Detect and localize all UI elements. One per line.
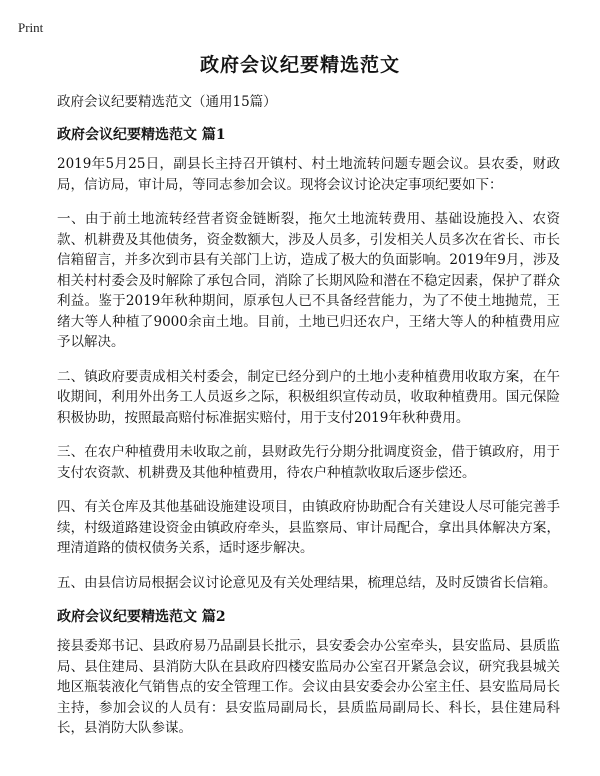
document-subtitle: 政府会议纪要精选范文（通用15篇） xyxy=(57,94,277,110)
section-heading-1: 政府会议纪要精选范文 篇1 xyxy=(57,127,226,143)
paragraph: 接县委郑书记、县政府易乃品副县长批示，县安委会办公室牵头，县安监局、县质监局、县住建局、县消防大队在县政府四楼安监局办公室召开紧急会议，研究我县城关地区瓶装液化气销售点的安全管理工作。会议由县安委会办公室主任、县安监局局长主持，参加会议的人员有：县安监局副局长，县质监局副局长、科长，县住建局科长，县消防大队参谋。 xyxy=(57,638,560,736)
paragraph: 三、在农户种植费用未收取之前，县财政先行分期分批调度资金，借于镇政府，用于支付农资款、机耕费及其他种植费用，待农户种植款收取后逐步偿还。 xyxy=(57,444,560,481)
paragraph: 四、有关仓库及其他基础设施建设项目，由镇政府协助配合有关建设人尽可能完善手续，村级道路建设资金由镇政府牵头，县监察局、审计局配合，拿出具体解决方案，理清道路的债权债务关系，适时逐步解决。 xyxy=(57,499,560,556)
document-body xyxy=(57,92,560,753)
paragraph: 一、由于前土地流转经营者资金链断裂，拖欠土地流转费用、基础设施投入、农资款、机耕费及其他债务，资金数额大，涉及人员多，引发相关人员多次在省长、市长信箱留言，并多次到市县有关部门上访，造成了极大的负面影响。2019年9月，涉及相关村村委会及时解除了承包合同，消除了长期风险和潜在不稳定因素，保护了群众利益。鉴于2019年秋种期间，原承包人已不具备经营能力，为了不使土地抛荒，王绪大等人种植了9000余亩土地。目前，土地已归还农户，王绪大等人的种植费用应予以解决。 xyxy=(57,211,560,350)
page-title: 政府会议纪要精选范文 xyxy=(199,54,400,76)
paragraph: 二、镇政府要责成相关村委会，制定已经分到户的土地小麦种植费用收取方案，在午收期间，利用外出务工人员返乡之际，积极组织宣传动员，收取种植费用。国元保险积极协助，按照最高赔付标准据实赔付，用于支付2019年秋种费用。 xyxy=(57,368,560,426)
section-heading-2: 政府会议纪要精选范文 篇2 xyxy=(57,609,226,625)
print-link[interactable]: Print xyxy=(18,20,44,35)
paragraph: 五、由县信访局根据会议讨论意见及有关处理结果，梳理总结，及时反馈省长信箱。 xyxy=(57,574,557,591)
paragraph: 2019年5月25日，副县长主持召开镇村、村土地流转问题专题会议。县农委，财政局，信访局，审计局，等同志参加会议。现将会议讨论决定事项纪要如下： xyxy=(57,156,560,193)
